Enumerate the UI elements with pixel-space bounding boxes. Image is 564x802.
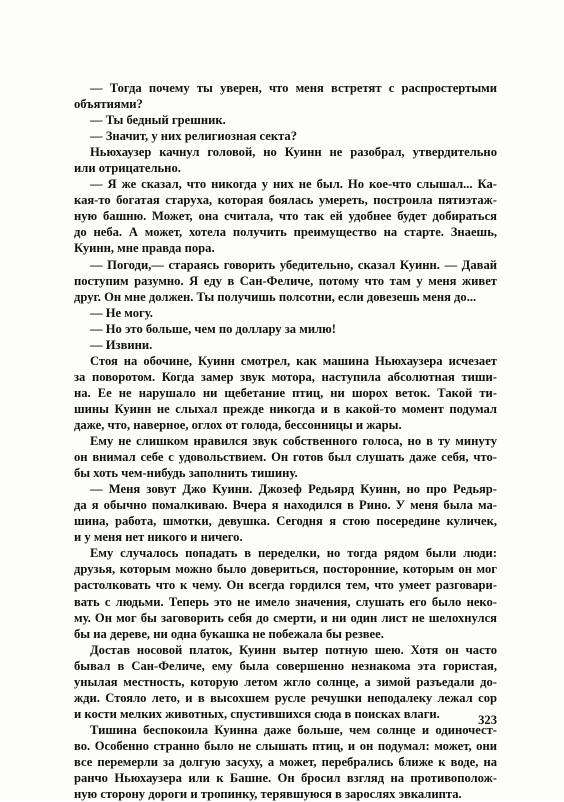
text-line: — Извини.: [90, 337, 153, 352]
text-line: Ньюхаузер качнул головой, но Куинн не разобрал, утвердительно: [90, 145, 497, 160]
text-line: все перемерли за долгую засуху, а может, перебрались ближе к воде, на: [74, 754, 497, 769]
text-line: — Я же сказал, что никогда у них не был. Но кое-что слышал... Ка-: [90, 177, 497, 192]
text-line: шина, работа, шмотки, девушка. Сегодня я стою посередине куличек,: [74, 514, 497, 529]
text-line: ную сторону дороги и тропинку, терявшуюся в зарослях эвкалипта.: [74, 787, 462, 802]
text-line: Достав носовой платок, Куинн вытер потную шею. Хотя он часто: [90, 642, 497, 657]
text-line: и у меня нет никого и ничего.: [74, 530, 243, 545]
text-line: друг. Он мне должен. Ты получишь полсотни, если довезешь меня до...: [74, 289, 477, 304]
body-text: [74, 80, 497, 802]
text-line: — Погоди,— стараясь говорить убедительно, сказал Куинн. — Давай: [90, 257, 497, 272]
text-line: за поворотом. Когда замер звук мотора, наступила абсолютная тиши-: [74, 369, 497, 384]
text-line: — Но это больше, чем по доллару за милю!: [90, 321, 336, 336]
text-line: Тишина беспокоила Куинна даже больше, чем солнце и одиночест-: [90, 722, 497, 737]
text-line: Ему случалось попадать в переделки, но тогда рядом были люди:: [90, 546, 497, 561]
text-line: кая-то богатая старуха, которая боялась умереть, построила пятиэтаж-: [74, 193, 497, 208]
text-line: — Меня зовут Джо Куинн. Джозеф Редьярд Куинн, но про Редьяр-: [90, 482, 497, 497]
text-line: му. Он мог бы заговорить себя до смерти, и ни один лист не шелохнулся: [74, 610, 497, 625]
text-line: — Значит, у них религиозная секта?: [90, 129, 298, 144]
text-line: ранчо Ньюхаузера или к Башне. Он бросил взгляд на противополож-: [74, 771, 497, 786]
page-number: 323: [478, 713, 497, 727]
text-line: и кости мелких животных, спустившихся сюда в поисках влаги.: [74, 706, 440, 721]
text-line: друзья, которым можно было довериться, посторонние, которым он мог: [74, 562, 497, 577]
text-line: — Не могу.: [90, 305, 153, 320]
text-line: шины Куинн не слыхал прежде никогда и в какой-то момент подумал: [74, 401, 497, 416]
text-line: — Тогда почему ты уверен, что меня встретят с распростертыми: [90, 81, 497, 95]
text-line: Куинн, мне правда пора.: [74, 241, 215, 256]
text-line: даже, что, наверное, оглох от голода, бессонницы и жары.: [74, 417, 402, 432]
text-line: поступим разумно. Я еду в Сан-Феличе, потому что там у меня живет: [74, 273, 497, 288]
text-line: да я обычно помалкиваю. Вчера я находился в Рино. У меня была ма-: [74, 498, 497, 513]
text-line: или отрицательно.: [74, 161, 181, 176]
text-line: бывал в Сан-Феличе, ему была совершенно незнакома эта гористая,: [74, 658, 497, 673]
text-line: ную башню. Может, она считала, что так ей удобнее будет добираться: [74, 209, 497, 224]
text-line: во. Особенно странно было не слышать птиц, и он подумал: может, они: [74, 738, 497, 753]
text-line: жди. Стояло лето, и в высохшем русле речушки неподалеку лежал сор: [74, 690, 497, 705]
text-line: Ему не слишком нравился звук собственного голоса, но в ту минуту: [90, 434, 497, 449]
text-line: растолковать что к чему. Он всегда гордился тем, что умеет разговари-: [74, 578, 497, 593]
text-line: объятиями?: [74, 97, 143, 112]
text-line: на. Ее не нарушало ни щебетание птиц, ни шорох веток. Такой ти-: [74, 385, 497, 400]
text-line: бы хоть чем-нибудь заполнить тишину.: [74, 466, 298, 481]
text-line: — Ты бедный грешник.: [90, 113, 226, 128]
text-line: унылая местность, которую летом жгло солнце, а зимой разъедали до-: [74, 674, 497, 689]
text-line: до неба. А может, хотела получить преимущество на старте. Знаешь,: [74, 225, 497, 240]
text-line: бы на дереве, ни одна букашка не побежала бы резвее.: [74, 626, 384, 641]
text-line: Стоя на обочине, Куинн смотрел, как машина Ньюхаузера исчезает: [90, 353, 497, 368]
text-line: вать с людьми. Теперь это не имело значения, слушать его было неко-: [74, 594, 497, 609]
text-line: он внимал себе с удовольствием. Он готов был слушать даже себя, что-: [74, 450, 497, 465]
